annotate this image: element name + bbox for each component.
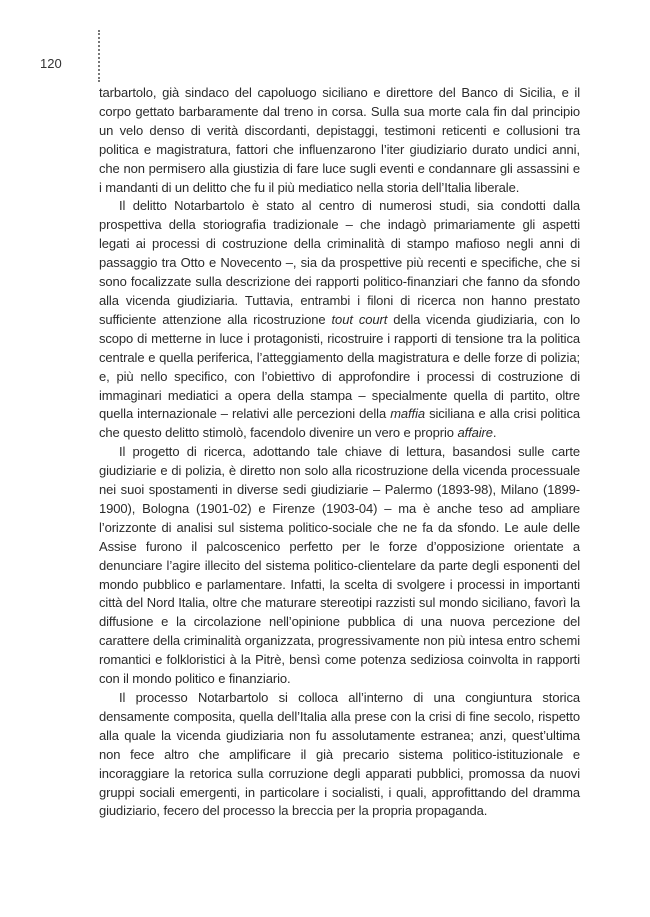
paragraph xyxy=(99,689,580,821)
text-run: Il delitto Notarbartolo è stato al centro di numerosi studi, sia condotti dalla prospettiva della storiografia tradizionale – che indagò primariamente gli aspetti legati ai processi di costruzione della criminalità di stampo mafioso negli anni di passaggio tra Otto e Novecento –, sia da prospettive più recenti e specifiche, che si sono focalizzate sulla descrizione dei rapporti politico-finanziari che fanno da sfondo alla vicenda giudiziaria. Tuttavia, entrambi i filoni di ricerca non hanno prestato sufficiente attenzione alla ricostruzione xyxy=(99,198,580,327)
text-run: siciliana e alla crisi politica che questo delitto stimolò, facendolo divenire un vero e proprio xyxy=(99,406,580,441)
italic-term: tout court xyxy=(331,311,388,327)
text-run: della vicenda giudiziaria, con lo scopo di metterne in luce i protagonisti, ricostruire i rapporti di tensione tra la politica centrale e quella periferica, l’atteggiamento della magistratura e delle forze di polizia; e, più nello specifico, con l’obiettivo di approfondire i processi di costruzione di immaginari mediatici a opera della stampa – specialmente quella di partito, oltre quella internazionale – relativi alle percezioni della xyxy=(99,311,580,422)
body-text xyxy=(99,84,580,821)
text-run: Il progetto di ricerca, adottando tale chiave di lettura, basandosi sulle carte giudiziarie e di polizia, è diretto non solo alla ricostruzione della vicenda processuale nei suoi spostamenti in diverse sedi giudiziarie – Palermo (1893-98), Milano (1899-1900), Bologna (1901-02) e Firenze (1903-04) – ma è anche teso ad ampliare l’orizzonte di analisi sul sistema politico-sociale che ne fa da sfondo. Le aule delle Assise furono il palcoscenico perfetto per le forze d’opposizione orientate a denunciare l’agire illecito del sistema politico-clientelare da parte degli esponenti del mondo pubblico e parlamentare. Infatti, la scelta di svolgere i processi in importanti città del Nord Italia, oltre che maturare stereotipi razzisti sul mondo siciliano, favorì la diffusione e la circolazione nell’opinione pubblica di una nuova percezione del carattere della criminalità organizzata, progressivamente non più intesa entro schemi romantici e folkloristici à la Pitrè, bensì come potenza sediziosa coinvolta in rapporti con il mondo politico e finanziario. xyxy=(99,444,580,687)
page-number: 120 xyxy=(40,56,62,71)
italic-term: maffia xyxy=(390,406,425,422)
text-run: . xyxy=(492,425,497,441)
text-run: Il processo Notarbartolo si colloca all’interno di una congiuntura storica densamente composita, quella dell’Italia alla prese con la crisi di fine secolo, rispetto alla quale la vicenda giudiziaria non fu assolutamente estranea; anzi, quest’ultima non fece altro che amplificare il già precario sistema politico-istituzionale e incoraggiare la retorica sulla corruzione degli apparati pubblici, promossa da nuovi gruppi sociali emergenti, in particolare i socialisti, i quali, approfittando del dramma giudiziario, fecero del processo la breccia per la propria propaganda. xyxy=(99,690,580,819)
italic-term: affaire xyxy=(457,425,493,441)
paragraph xyxy=(99,84,580,197)
page-margin-rule xyxy=(98,30,100,82)
text-run: tarbartolo, già sindaco del capoluogo siciliano e direttore del Banco di Sicilia, e il corpo gettato barbaramente dal treno in corsa. Sulla sua morte cala fin dal principio un velo denso di verità discordanti, depistaggi, testimoni reticenti e collusioni tra politica e magistratura, fattori che influenzarono l’iter giudiziario durato undici anni, che non permisero alla giustizia di fare luce sugli eventi e condannare gli assassini e i mandanti di un delitto che fu il più mediatico nella storia dell’Italia liberale. xyxy=(99,85,580,195)
paragraph xyxy=(99,443,580,689)
paragraph xyxy=(99,197,580,443)
